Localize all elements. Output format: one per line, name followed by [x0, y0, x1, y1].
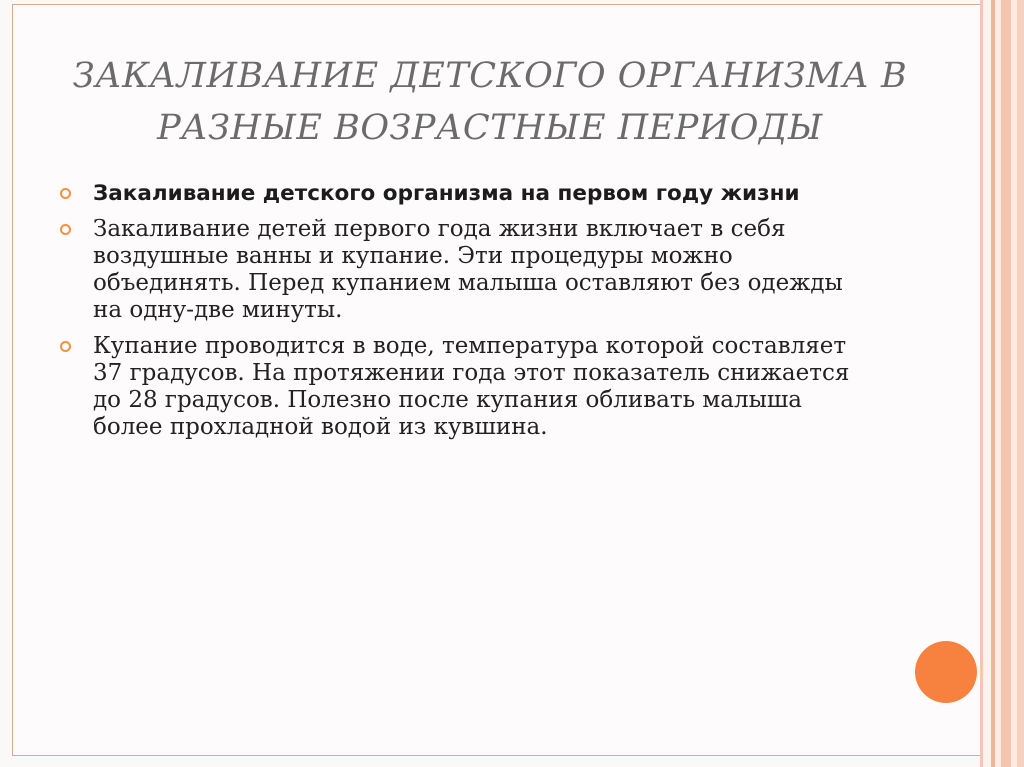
ring-bullet-icon — [60, 341, 71, 352]
ring-bullet-icon — [60, 224, 71, 235]
bullet-item — [60, 180, 870, 207]
decorative-side-stripes — [980, 0, 1024, 767]
bullet-item — [60, 216, 870, 324]
bullet-text: Купание проводится в воде, температура которой составляет 37 градусов. На протяжении года этот показатель снижается до 28 градусов. Полезно после купания обливать малыша более прохладной водой из кувшина. — [93, 333, 850, 440]
ring-bullet-icon — [60, 188, 71, 199]
stripe — [983, 0, 991, 767]
bullet-item — [60, 333, 870, 441]
orange-circle-decoration — [915, 641, 977, 703]
slide-title — [60, 50, 920, 154]
bullet-text: Закаливание детского организма на первом году жизни — [93, 181, 800, 206]
title-line: РАЗНЫЕ ВОЗРАСТНЫЕ ПЕРИОДЫ — [157, 108, 823, 148]
stripe — [1017, 0, 1024, 767]
bullet-text: Закаливание детей первого года жизни включает в себя воздушные ванны и купание. Эти процедуры можно объединять. Перед купанием малыша оставляют без одежды на одну-две минуты. — [93, 216, 843, 323]
stripe — [1001, 0, 1011, 767]
title-line: ЗАКАЛИВАНИЕ ДЕТСКОГО ОРГАНИЗМА В — [72, 56, 908, 96]
bullet-list — [60, 180, 870, 450]
